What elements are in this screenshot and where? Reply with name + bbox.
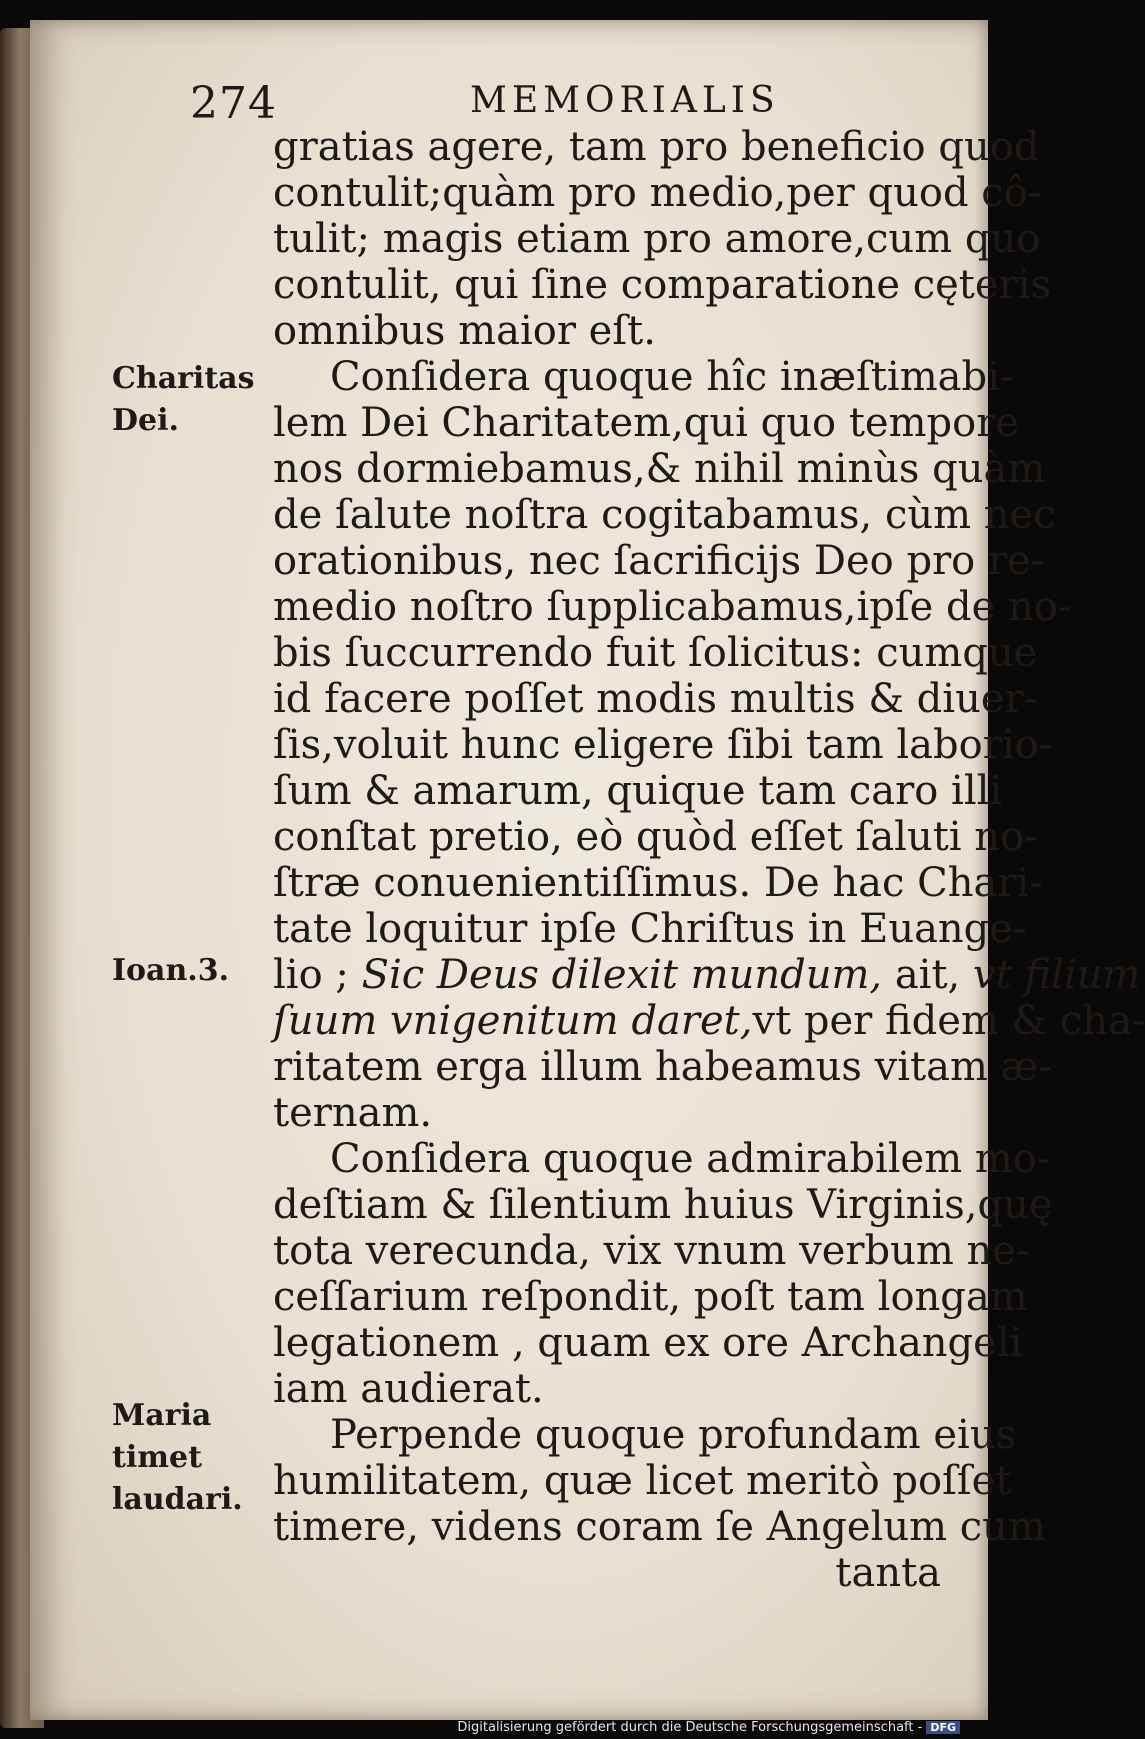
text-line: legationem , quam ex ore Archangeli [273, 1320, 1023, 1366]
text-line: medio noſtro ſupplicabamus,ipſe de no- [273, 584, 1072, 630]
text-line: orationibus, nec ſacrificijs Deo pro re- [273, 538, 1045, 584]
text-line: Conſidera quoque hîc inæſtimabi- [330, 354, 1014, 400]
text-line: tota verecunda, vix vnum verbum ne- [273, 1228, 1030, 1274]
page-number: 274 [190, 78, 277, 129]
text-line: bis ſuccurrendo fuit ſolicitus: cumque [273, 630, 1038, 676]
text-line: ſtræ conuenientiſſimus. De hac Chari- [273, 860, 1043, 906]
quotation-italic: ſuum vnigenitum daret, [273, 998, 753, 1044]
text-line: gratias agere, tam pro beneficio quod [273, 124, 1040, 170]
text-line: contulit, qui ſine comparatione cęteris [273, 262, 1051, 308]
text-span: lio ; [273, 952, 362, 998]
text-line: deſtiam & ſilentium huius Virginis,quę [273, 1182, 1053, 1228]
text-line: tate loquitur ipſe Chriſtus in Euange- [273, 906, 1027, 952]
text-line: Perpende quoque profundam eius [330, 1412, 1017, 1458]
text-line: contulit;quàm pro medio,per quod cô- [273, 170, 1042, 216]
margin-note-ioan: Ioan.3. [112, 953, 230, 988]
text-line: id facere poſſet modis multis & diuer- [273, 676, 1038, 722]
text-line: ternam. [273, 1090, 433, 1136]
text-line: iam audierat. [273, 1366, 544, 1412]
text-line: humilitatem, quæ licet meritò poſſet [273, 1458, 1012, 1504]
text-line: Conſidera quoque admirabilem mo- [330, 1136, 1051, 1182]
quotation-italic: vt filium [972, 952, 1141, 998]
text-line: omnibus maior eſt. [273, 308, 656, 354]
credit-text: Digitalisierung gefördert durch die Deutsche Forschungsgemeinschaft - [457, 1720, 923, 1735]
digitization-credit [457, 1720, 960, 1735]
text-line: ſum & amarum, quique tam caro illi [273, 768, 1003, 814]
text-line: ſis,voluit hunc eligere ſibi tam laborio- [273, 722, 1053, 768]
text-span: vt per fidem & cha- [752, 998, 1145, 1044]
text-line: tulit; magis etiam pro amore,cum quo [273, 216, 1041, 262]
quotation-italic: Sic Deus dilexit mundum, [361, 952, 883, 998]
margin-note-maria: Maria timet laudari. [112, 1398, 243, 1517]
text-line: de ſalute noſtra cogitabamus, cùm nec [273, 492, 1056, 538]
text-line: nos dormiebamus,& nihil minùs quàm [273, 446, 1046, 492]
dfg-logo: DFG [926, 1721, 960, 1734]
text-span: ait, [882, 952, 973, 998]
margin-note-charitas: Charitas Dei. [112, 361, 255, 438]
text-line: ceſſarium reſpondit, poſt tam longam [273, 1274, 1028, 1320]
text-line: timere, videns coram ſe Angelum cum [273, 1504, 1046, 1550]
text-line-mixed [273, 952, 1141, 998]
text-line-mixed [273, 998, 1145, 1044]
text-line: conſtat pretio, eò quòd eſſet ſaluti no- [273, 814, 1038, 860]
text-line: lem Dei Charitatem,qui quo tempore [273, 400, 1019, 446]
catchword: tanta [835, 1550, 941, 1596]
text-line: ritatem erga illum habeamus vitam æ- [273, 1044, 1052, 1090]
running-title: MEMORIALIS [470, 80, 780, 121]
